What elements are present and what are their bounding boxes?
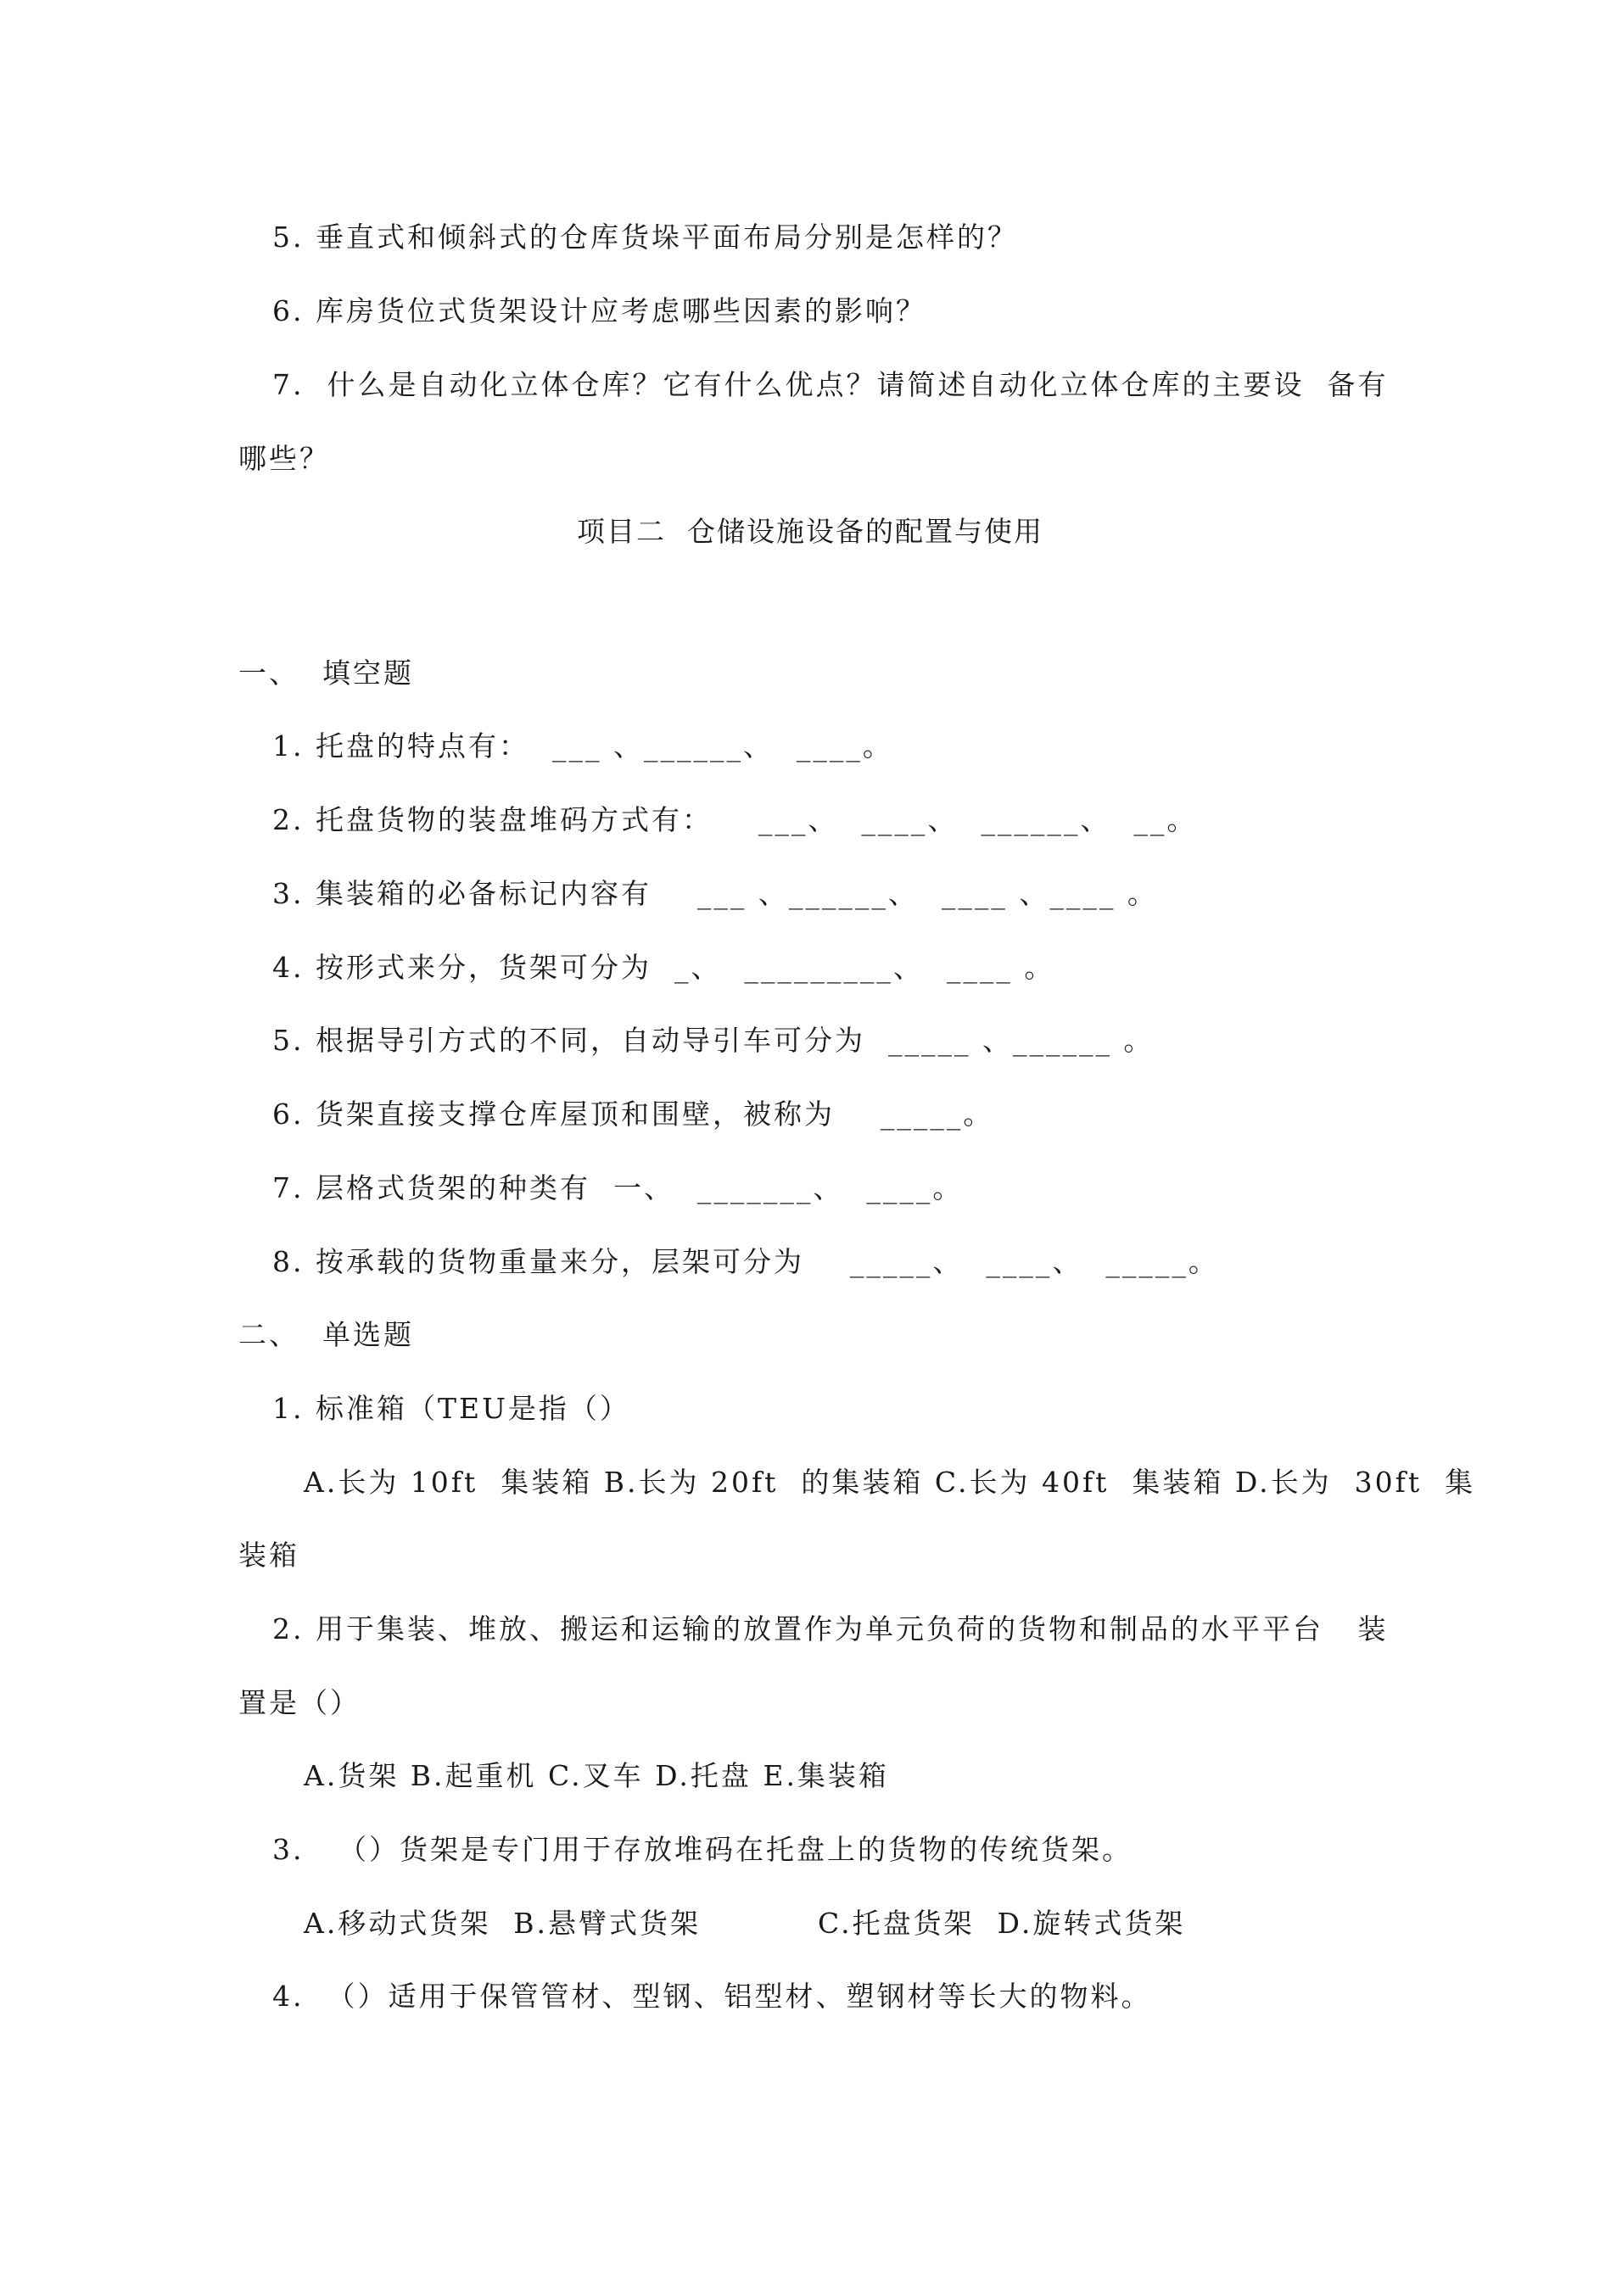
fill-blank-item: 5. 根据导引方式的不同，自动导引车可分为 _____ 、______ 。 [272,1024,1155,1057]
question-6: 6. 库房货位式货架设计应考虑哪些因素的影响？ [272,294,926,327]
choice-question-1: 1. 标准箱（TEU是指（） [272,1392,630,1425]
fill-blank-item: 6. 货架直接支撑仓库屋顶和围壁，被称为 _____。 [272,1098,994,1131]
fill-blank-item: 2. 托盘货物的装盘堆码方式有： ___、 ____、 ______、 __。 [272,803,1198,836]
choice-question-2: 2. 用于集装、堆放、搬运和运输的放置作为单元负荷的货物和制品的水平平台 装 [272,1612,1389,1645]
project-title: 项目二 仓储设施设备的配置与使用 [577,515,1043,548]
choice-options-3-left: A.移动式货架 B.悬臂式货架 [304,1907,702,1940]
choice-options-2: A.货架 B.起重机 C.叉车 D.托盘 E.集装箱 [304,1759,889,1792]
fill-blank-item: 7. 层格式货架的种类有 一、 _______、 ____。 [272,1171,964,1204]
fill-blank-item: 3. 集装箱的必备标记内容有 ___ 、______、 ____ 、____ 。 [272,877,1158,910]
choice-question-3: 3. （）货架是专门用于存放堆码在托盘上的货物的传统货架。 [272,1833,1133,1866]
choice-question-2-continued: 置是（） [238,1686,361,1719]
question-7: 7. 什么是自动化立体仓库？它有什么优点？请简述自动化立体仓库的主要设 备有 [272,368,1389,401]
question-7-continued: 哪些？ [238,442,330,475]
choice-question-4: 4. （）适用于保管管材、型钢、铝型材、塑钢材等长大的物料。 [272,1980,1152,2013]
choice-options-1: A.长为 10ft 集装箱 B.长为 20ft 的集装箱 C.长为 40ft 集装箱 D.长为 30ft 集 [304,1466,1476,1499]
section-heading-single-choice: 二、 单选题 [238,1318,414,1351]
section-heading-fill-blank: 一、 填空题 [238,656,414,690]
fill-blank-item: 4. 按形式来分，货架可分为 _、 _________、 ____ 。 [272,951,1055,984]
fill-blank-item: 1. 托盘的特点有： ___ 、______、 ____。 [272,729,893,763]
question-5: 5. 垂直式和倾斜式的仓库货垛平面布局分别是怎样的？ [272,221,1018,254]
choice-options-1-continued: 装箱 [238,1539,299,1572]
choice-options-3-right: C.托盘货架 D.旋转式货架 [818,1907,1186,1940]
fill-blank-item: 8. 按承载的货物重量来分，层架可分为 _____、 ____、 _____。 [272,1245,1219,1278]
